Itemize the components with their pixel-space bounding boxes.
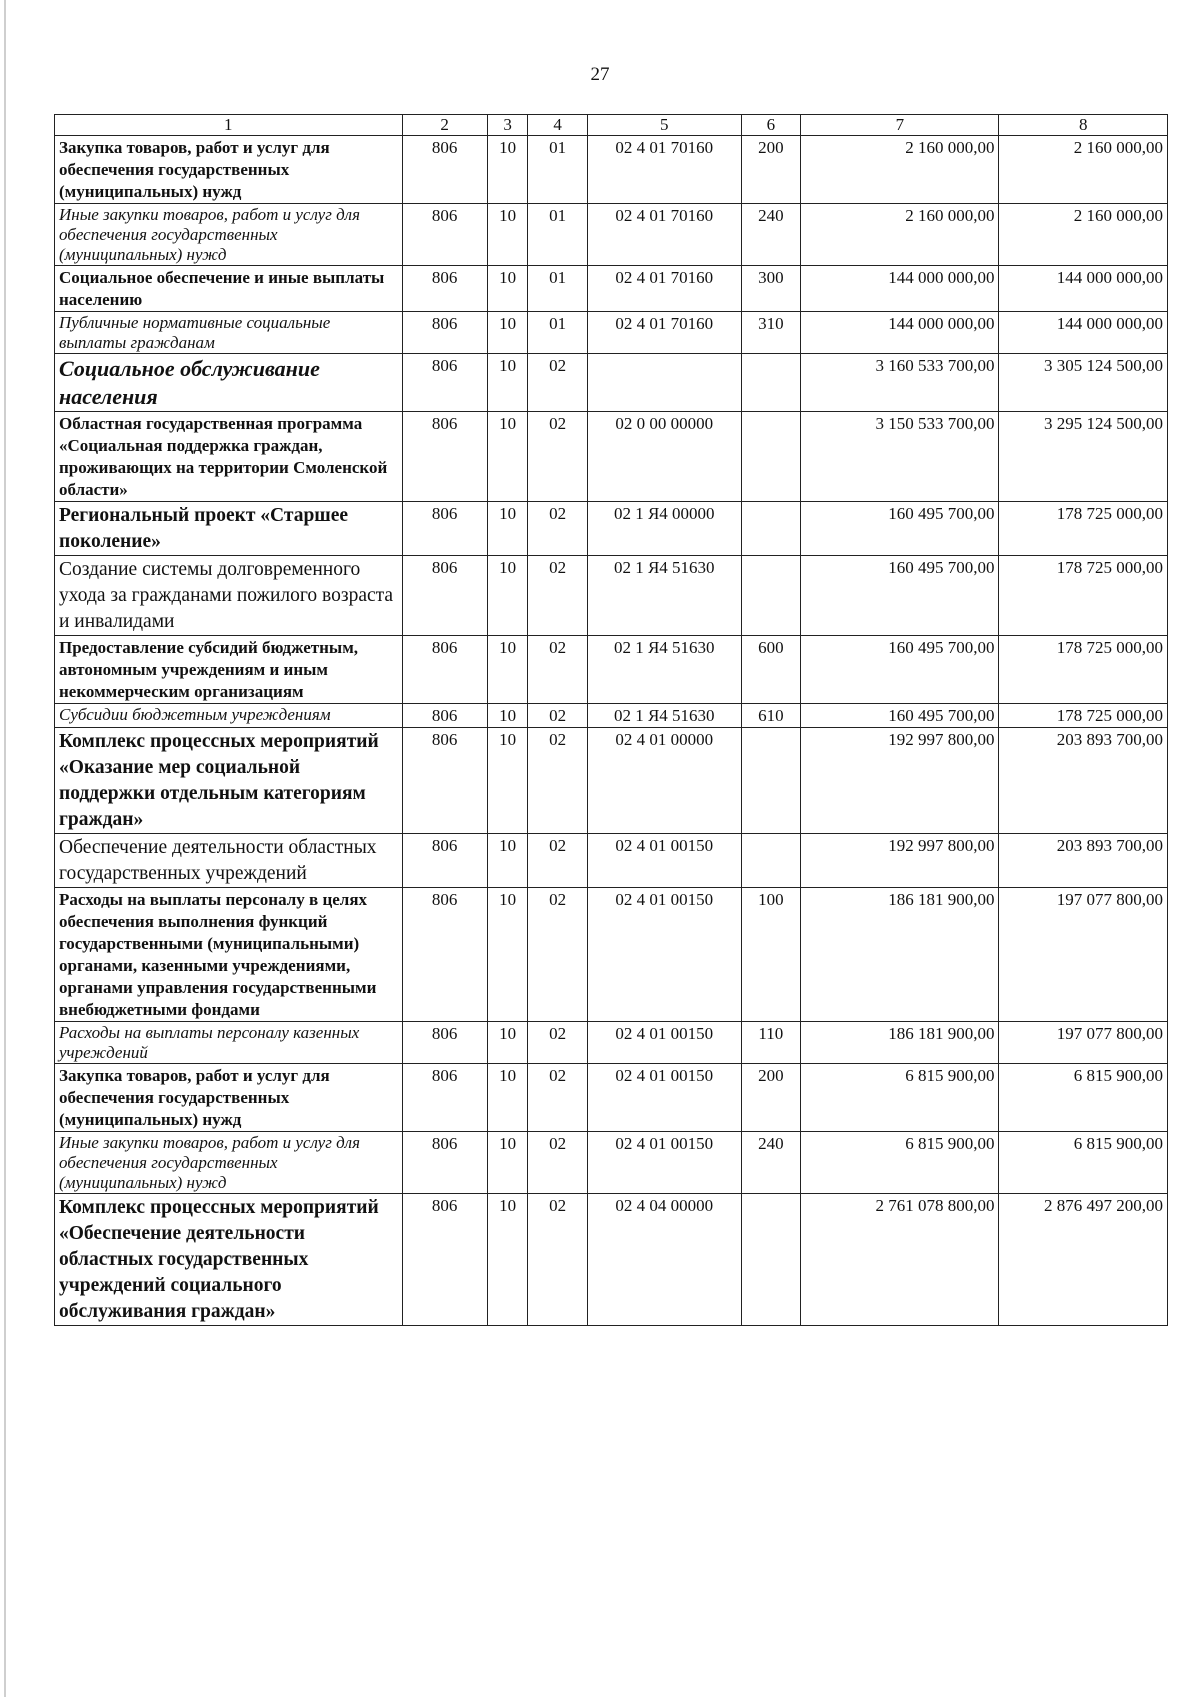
- target-article-cell: 02 1 Я4 00000: [588, 502, 742, 556]
- expense-type-cell: 200: [741, 1064, 801, 1132]
- subsection-code-cell: 02: [528, 1132, 588, 1194]
- amount-year2-cell: 6 815 900,00: [999, 1064, 1168, 1132]
- table-row: [55, 502, 1168, 556]
- amount-year2-cell: 178 725 000,00: [999, 704, 1168, 728]
- row-name-cell: Предоставление субсидий бюджетным, автономным учреждениям и иным некоммерческим организациям: [55, 636, 403, 704]
- subsection-code-cell: 02: [528, 354, 588, 412]
- section-code-cell: 10: [487, 136, 528, 204]
- amount-year2-cell: 178 725 000,00: [999, 556, 1168, 636]
- target-article-cell: 02 4 01 70160: [588, 312, 742, 354]
- amount-year2-cell: 197 077 800,00: [999, 888, 1168, 1022]
- section-code-cell: 10: [487, 266, 528, 312]
- section-code-cell: 10: [487, 636, 528, 704]
- chapter-code-cell: 806: [402, 1022, 487, 1064]
- chapter-code-cell: 806: [402, 1132, 487, 1194]
- header-cell-5: 5: [588, 115, 742, 136]
- expense-type-cell: [741, 1194, 801, 1326]
- section-code-cell: 10: [487, 1022, 528, 1064]
- row-name-cell: Социальное обеспечение и иные выплаты населению: [55, 266, 403, 312]
- expense-type-cell: 600: [741, 636, 801, 704]
- amount-year2-cell: 144 000 000,00: [999, 266, 1168, 312]
- target-article-cell: 02 4 01 70160: [588, 136, 742, 204]
- subsection-code-cell: 01: [528, 204, 588, 266]
- expense-type-cell: [741, 412, 801, 502]
- table-row: [55, 1064, 1168, 1132]
- row-name-cell: Социальное обслуживание населения: [55, 354, 403, 412]
- chapter-code-cell: 806: [402, 266, 487, 312]
- section-code-cell: 10: [487, 1194, 528, 1326]
- section-code-cell: 10: [487, 1132, 528, 1194]
- table-row: [55, 136, 1168, 204]
- amount-year2-cell: 2 160 000,00: [999, 136, 1168, 204]
- amount-year2-cell: 144 000 000,00: [999, 312, 1168, 354]
- subsection-code-cell: 02: [528, 636, 588, 704]
- amount-year2-cell: 2 876 497 200,00: [999, 1194, 1168, 1326]
- amount-year2-cell: 178 725 000,00: [999, 502, 1168, 556]
- subsection-code-cell: 02: [528, 888, 588, 1022]
- row-name-cell: Закупка товаров, работ и услуг для обеспечения государственных (муниципальных) нужд: [55, 1064, 403, 1132]
- header-cell-4: 4: [528, 115, 588, 136]
- target-article-cell: 02 4 01 00150: [588, 1022, 742, 1064]
- chapter-code-cell: 806: [402, 704, 487, 728]
- header-row: [55, 115, 1168, 136]
- subsection-code-cell: 02: [528, 728, 588, 834]
- row-name-cell: Расходы на выплаты персоналу казенных учреждений: [55, 1022, 403, 1064]
- section-code-cell: 10: [487, 204, 528, 266]
- subsection-code-cell: 02: [528, 556, 588, 636]
- header-cell-7: 7: [801, 115, 999, 136]
- amount-year1-cell: 160 495 700,00: [801, 636, 999, 704]
- target-article-cell: 02 4 01 00150: [588, 1064, 742, 1132]
- subsection-code-cell: 02: [528, 1194, 588, 1326]
- expense-type-cell: 100: [741, 888, 801, 1022]
- row-name-cell: Расходы на выплаты персоналу в целях обеспечения выполнения функций государственными (муниципальными) органами, казенными учреждениями, органами управления государственными внебюджетными фондами: [55, 888, 403, 1022]
- row-name-cell: Субсидии бюджетным учреждениям: [55, 704, 403, 728]
- target-article-cell: 02 1 Я4 51630: [588, 636, 742, 704]
- chapter-code-cell: 806: [402, 728, 487, 834]
- subsection-code-cell: 01: [528, 266, 588, 312]
- row-name-cell: Закупка товаров, работ и услуг для обеспечения государственных (муниципальных) нужд: [55, 136, 403, 204]
- expense-type-cell: [741, 354, 801, 412]
- amount-year2-cell: 178 725 000,00: [999, 636, 1168, 704]
- row-name-cell: Региональный проект «Старшее поколение»: [55, 502, 403, 556]
- chapter-code-cell: 806: [402, 556, 487, 636]
- target-article-cell: 02 4 04 00000: [588, 1194, 742, 1326]
- amount-year2-cell: 3 305 124 500,00: [999, 354, 1168, 412]
- table-row: [55, 1132, 1168, 1194]
- table-row: [55, 354, 1168, 412]
- table-row: [55, 834, 1168, 888]
- chapter-code-cell: 806: [402, 834, 487, 888]
- amount-year1-cell: 192 997 800,00: [801, 728, 999, 834]
- target-article-cell: 02 4 01 00150: [588, 888, 742, 1022]
- table-row: [55, 412, 1168, 502]
- subsection-code-cell: 02: [528, 412, 588, 502]
- target-article-cell: 02 4 01 70160: [588, 204, 742, 266]
- amount-year1-cell: 6 815 900,00: [801, 1064, 999, 1132]
- amount-year1-cell: 2 160 000,00: [801, 204, 999, 266]
- amount-year2-cell: 203 893 700,00: [999, 728, 1168, 834]
- subsection-code-cell: 01: [528, 312, 588, 354]
- section-code-cell: 10: [487, 1064, 528, 1132]
- section-code-cell: 10: [487, 888, 528, 1022]
- amount-year1-cell: 144 000 000,00: [801, 312, 999, 354]
- row-name-cell: Создание системы долговременного ухода за гражданами пожилого возраста и инвалидами: [55, 556, 403, 636]
- amount-year1-cell: 2 160 000,00: [801, 136, 999, 204]
- section-code-cell: 10: [487, 354, 528, 412]
- target-article-cell: 02 4 01 00150: [588, 1132, 742, 1194]
- header-cell-1: 1: [55, 115, 403, 136]
- table-row: [55, 1194, 1168, 1326]
- target-article-cell: 02 0 00 00000: [588, 412, 742, 502]
- amount-year1-cell: 3 150 533 700,00: [801, 412, 999, 502]
- table-row: [55, 204, 1168, 266]
- expense-type-cell: [741, 502, 801, 556]
- section-code-cell: 10: [487, 556, 528, 636]
- amount-year1-cell: 160 495 700,00: [801, 502, 999, 556]
- header-cell-6: 6: [741, 115, 801, 136]
- chapter-code-cell: 806: [402, 636, 487, 704]
- expense-type-cell: [741, 556, 801, 636]
- table-row: [55, 636, 1168, 704]
- amount-year1-cell: 144 000 000,00: [801, 266, 999, 312]
- expense-type-cell: [741, 728, 801, 834]
- amount-year2-cell: 203 893 700,00: [999, 834, 1168, 888]
- expense-type-cell: 110: [741, 1022, 801, 1064]
- section-code-cell: 10: [487, 704, 528, 728]
- subsection-code-cell: 02: [528, 704, 588, 728]
- chapter-code-cell: 806: [402, 312, 487, 354]
- header-cell-3: 3: [487, 115, 528, 136]
- amount-year2-cell: 197 077 800,00: [999, 1022, 1168, 1064]
- section-code-cell: 10: [487, 412, 528, 502]
- budget-table: [54, 114, 1168, 1326]
- amount-year2-cell: 2 160 000,00: [999, 204, 1168, 266]
- row-name-cell: Комплекс процессных мероприятий «Обеспечение деятельности областных государственных учреждений социального обслуживания граждан»: [55, 1194, 403, 1326]
- section-code-cell: 10: [487, 834, 528, 888]
- amount-year1-cell: 186 181 900,00: [801, 1022, 999, 1064]
- expense-type-cell: [741, 834, 801, 888]
- chapter-code-cell: 806: [402, 412, 487, 502]
- row-name-cell: Областная государственная программа «Социальная поддержка граждан, проживающих на территории Смоленской области»: [55, 412, 403, 502]
- target-article-cell: 02 4 01 70160: [588, 266, 742, 312]
- expense-type-cell: 240: [741, 204, 801, 266]
- amount-year1-cell: 6 815 900,00: [801, 1132, 999, 1194]
- target-article-cell: 02 1 Я4 51630: [588, 556, 742, 636]
- row-name-cell: Публичные нормативные социальные выплаты гражданам: [55, 312, 403, 354]
- page-number: 27: [590, 64, 610, 85]
- subsection-code-cell: 02: [528, 1064, 588, 1132]
- chapter-code-cell: 806: [402, 1064, 487, 1132]
- table-row: [55, 728, 1168, 834]
- chapter-code-cell: 806: [402, 1194, 487, 1326]
- amount-year1-cell: 3 160 533 700,00: [801, 354, 999, 412]
- subsection-code-cell: 02: [528, 1022, 588, 1064]
- page-left-edge: [4, 0, 6, 1697]
- expense-type-cell: 300: [741, 266, 801, 312]
- target-article-cell: 02 4 01 00000: [588, 728, 742, 834]
- subsection-code-cell: 02: [528, 834, 588, 888]
- table-row: [55, 266, 1168, 312]
- amount-year1-cell: 186 181 900,00: [801, 888, 999, 1022]
- expense-type-cell: 610: [741, 704, 801, 728]
- table-row: [55, 312, 1168, 354]
- section-code-cell: 10: [487, 728, 528, 834]
- target-article-cell: [588, 354, 742, 412]
- amount-year1-cell: 160 495 700,00: [801, 556, 999, 636]
- chapter-code-cell: 806: [402, 502, 487, 556]
- chapter-code-cell: 806: [402, 354, 487, 412]
- table-row: [55, 704, 1168, 728]
- subsection-code-cell: 01: [528, 136, 588, 204]
- section-code-cell: 10: [487, 502, 528, 556]
- amount-year1-cell: 192 997 800,00: [801, 834, 999, 888]
- expense-type-cell: 200: [741, 136, 801, 204]
- amount-year2-cell: 6 815 900,00: [999, 1132, 1168, 1194]
- subsection-code-cell: 02: [528, 502, 588, 556]
- amount-year1-cell: 160 495 700,00: [801, 704, 999, 728]
- expense-type-cell: 310: [741, 312, 801, 354]
- row-name-cell: Обеспечение деятельности областных государственных учреждений: [55, 834, 403, 888]
- table-row: [55, 556, 1168, 636]
- chapter-code-cell: 806: [402, 204, 487, 266]
- amount-year1-cell: 2 761 078 800,00: [801, 1194, 999, 1326]
- header-cell-2: 2: [402, 115, 487, 136]
- row-name-cell: Комплекс процессных мероприятий «Оказание мер социальной поддержки отдельным категориям граждан»: [55, 728, 403, 834]
- target-article-cell: 02 1 Я4 51630: [588, 704, 742, 728]
- amount-year2-cell: 3 295 124 500,00: [999, 412, 1168, 502]
- expense-type-cell: 240: [741, 1132, 801, 1194]
- row-name-cell: Иные закупки товаров, работ и услуг для обеспечения государственных (муниципальных) нужд: [55, 1132, 403, 1194]
- header-cell-8: 8: [999, 115, 1168, 136]
- table-row: [55, 888, 1168, 1022]
- chapter-code-cell: 806: [402, 136, 487, 204]
- table-row: [55, 1022, 1168, 1064]
- target-article-cell: 02 4 01 00150: [588, 834, 742, 888]
- row-name-cell: Иные закупки товаров, работ и услуг для обеспечения государственных (муниципальных) нужд: [55, 204, 403, 266]
- chapter-code-cell: 806: [402, 888, 487, 1022]
- section-code-cell: 10: [487, 312, 528, 354]
